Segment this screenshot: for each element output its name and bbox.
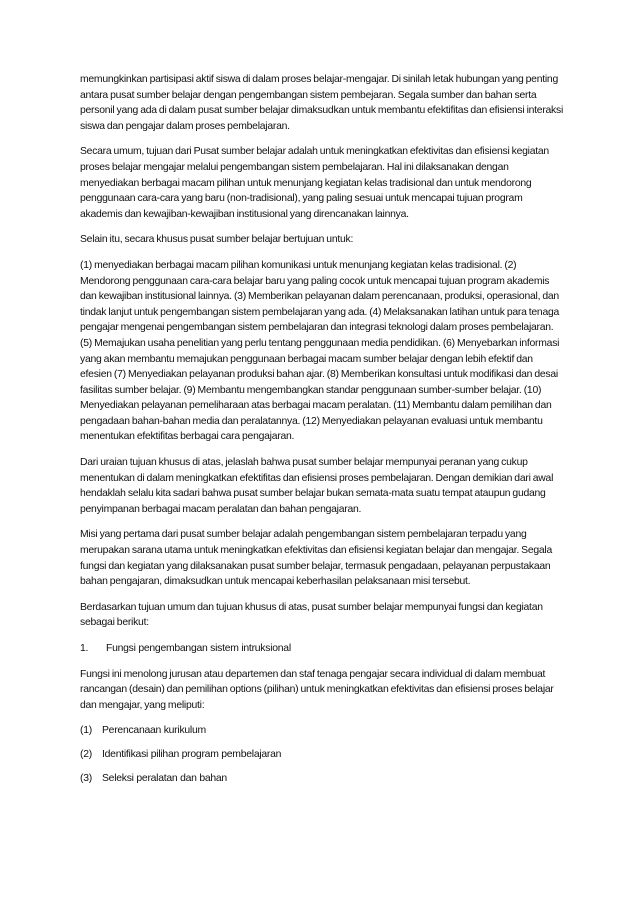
list-marker: (2) <box>80 749 92 761</box>
paragraph-mission: Misi yang pertama dari pusat sumber belajar adalah pengembangan sistem pembelajaran terpadu yang merupakan sarana utama untuk meningkatkan efektivitas dan efisiensi kegiatan belajar dan mengajar. Segala fungsi dan kegiatan yang dilaksanakan pusat sumber belajar, termasuk pengadaan, pelayanan perpustakaan bahan pengajaran, dimaksudkan untuk mencapai keberhasilan pelaksanaan misi tersebut. <box>80 529 553 588</box>
list-item-text: Identifikasi pilihan program pembelajaran <box>102 749 282 761</box>
list-item-text: Seleksi peralatan dan bahan <box>102 773 227 785</box>
list-item <box>80 747 564 763</box>
section-title: Fungsi pengembangan sistem intruksional <box>106 643 291 654</box>
section-heading <box>80 641 564 657</box>
numbered-list <box>80 723 564 787</box>
paragraph-specific-purpose-lead: Selain itu, secara khusus pusat sumber belajar bertujuan untuk: <box>80 234 354 246</box>
paragraph-functions-lead: Berdasarkan tujuan umum dan tujuan khusus di atas, pusat sumber belajar mempunyai fungsi dan kegiatan sebagai berikut: <box>80 601 543 629</box>
document-page <box>80 72 564 795</box>
list-marker: (1) <box>80 725 92 737</box>
list-item-text: Perencanaan kurikulum <box>102 725 206 737</box>
paragraph-general-purpose: Secara umum, tujuan dari Pusat sumber belajar adalah untuk meningkatkan efektivitas dan efisiensi kegiatan proses belajar mengajar melalui pengembangan sistem pembelajaran. Hal ini dilaksanakan dengan menyediakan berbagai macam pilihan untuk menunjang kegiatan kelas tradisional dan untuk mendorong penggunaan cara-cara yang baru (non-tradisional), yang paling sesuai untuk mencapai tujuan program akademis dan kewajiban-kewajiban institusional yang direncanakan lainnya. <box>80 146 549 220</box>
paragraph-section-body: Fungsi ini menolong jurusan atau departemen dan staf tenaga pengajar secara individual di dalam membuat rancangan (desain) dan pemilihan options (pilihan) untuk meningkatkan efektivitas dan efisiensi proses belajar dan mengajar, yang meliputi: <box>80 668 554 711</box>
list-item <box>80 771 564 787</box>
section-number: 1. <box>80 643 89 654</box>
list-marker: (3) <box>80 773 92 785</box>
paragraph-specific-purposes: (1) menyediakan berbagai macam pilihan komunikasi untuk menunjang kegiatan kelas tradisional. (2) Mendorong penggunaan cara-cara belajar baru yang paling cocok untuk mencapai tujuan program akademis dan kewajiban institusional lainnya. (3) Memberikan pelayanan dalam perencanaan, produksi, operasional, dan tindak lanjut untuk pengembangan sistem pembelajaran yang ada. (4) Melaksanakan latihan untuk para tenaga pengajar mengenai pengembangan sistem pembelajaran dan integrasi teknologi dalam proses pembelajaran. (5) Memajukan usaha penelitian yang perlu tentang penggunaan media pendidikan. (6) Menyebarkan informasi yang akan membantu memajukan penggunaan berbagai macam sumber belajar dengan lebih efektif dan efesien (7) Menyediakan pelayanan produksi bahan ajar. (8) Memberikan konsultasi untuk modifikasi dan desai fasilitas sumber belajar. (9) Membantu mengembangkan standar penggunaan sumber-sumber belajar. (10) Menyediakan pelayanan pemeliharaan atas berbagai macam peralatan. (11) Membantu dalam pemilihan dan pengadaan bahan-bahan media dan peralatannya. (12) Menyediakan pelayanan evaluasi untuk membantu menentukan efektifitas berbagai cara pengajaran. <box>80 259 560 443</box>
paragraph-conclusion: Dari uraian tujuan khusus di atas, jelaslah bahwa pusat sumber belajar mempunyai peranan yang cukup menentukan di dalam meningkatkan efektifitas dan efisiensi proses pembelajaran. Dengan demikian dari awal hendaklah selalu kita sadari bahwa pusat sumber belajar bukan semata-mata suatu tempat ataupun gudang penyimpanan berbagai macam peralatan dan bahan pengajaran. <box>80 457 554 515</box>
paragraph-intro-continuation: memungkinkan partisipasi aktif siswa di dalam proses belajar-mengajar. Di sinilah letak hubungan yang penting antara pusat sumber belajar dengan pengembangan sistem pembejaran. Segala sumber dan bahan serta personil yang ada di dalam pusat sumber belajar dimaksudkan untuk membantu efektifitas dan efisiensi interaksi siswa dan pengajar dalam proses pembelajaran. <box>80 74 564 132</box>
list-item <box>80 723 564 739</box>
